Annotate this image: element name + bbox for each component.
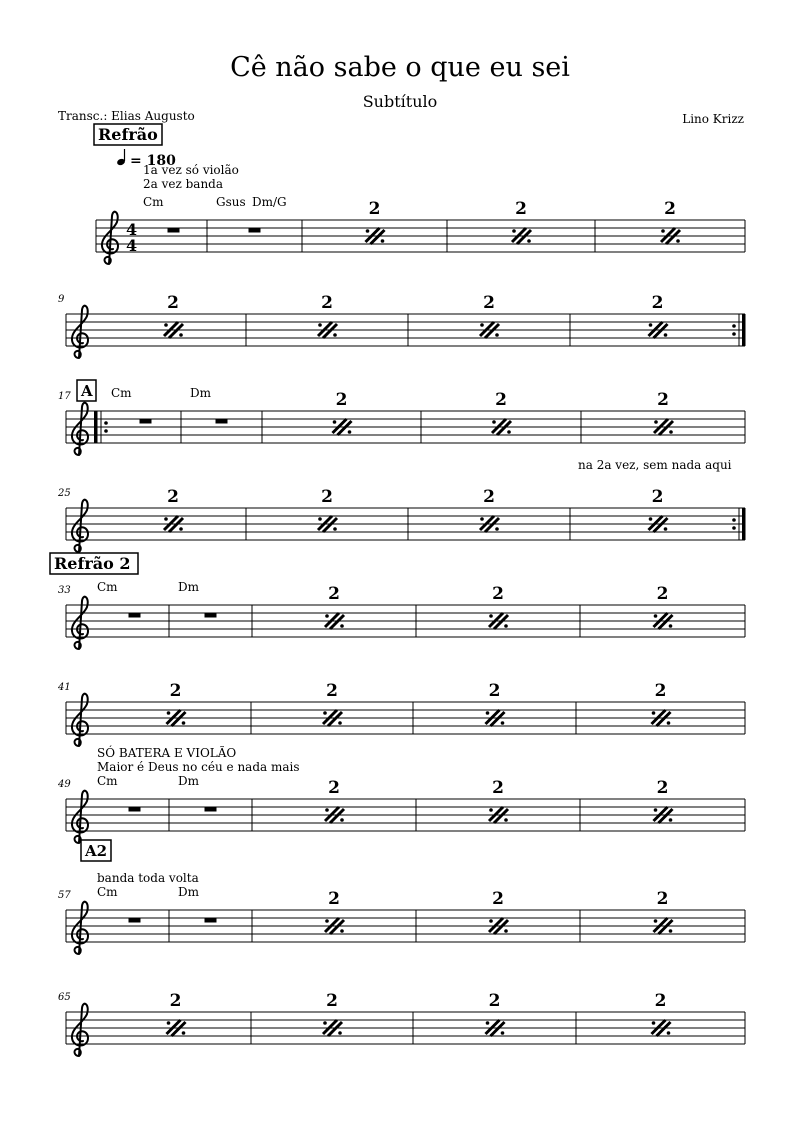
repeat-dot-icon [340,929,344,933]
repeat-dot-icon [667,721,671,725]
repeat-count-label: 2 [654,681,667,701]
chord-symbol: Cm [97,774,118,788]
staff-system [57,744,745,843]
repeat-dot-icon [527,239,531,243]
transcriber-credit: Transc.: Elias Augusto [58,109,195,123]
whole-rest-icon [249,228,261,233]
repeat-dot-icon [338,721,342,725]
measure-number: 33 [58,585,71,596]
performance-direction: 2a vez banda [143,177,224,191]
repeat-dot-icon [669,430,673,434]
repeat-count-label: 2 [651,293,664,313]
end-repeat-thick-bar [742,314,746,346]
repeat-count-label: 2 [326,991,338,1011]
repeat-count-label: 2 [664,199,676,219]
repeat-dot-icon [104,421,108,425]
repeat-dot-icon [732,518,736,522]
repeat-dot-icon [164,517,168,521]
repeat-count-label: 2 [488,991,501,1011]
repeat-count-label: 2 [368,199,381,219]
repeat-dot-icon [179,527,183,531]
repeat-dot-icon [167,1021,171,1025]
staff-system [58,840,745,954]
staff-system [58,380,745,472]
repeat-dot-icon [661,229,665,233]
repeat-dot-icon [333,333,337,337]
repeat-dot-icon [318,323,322,327]
repeat-dot-icon [486,711,490,715]
repeat-dot-icon [325,919,329,923]
repeat-count-label: 2 [656,778,669,798]
whole-rest-icon [129,613,141,618]
repeat-dot-icon [649,323,653,327]
repeat-count-label: 2 [483,487,495,507]
repeat-count-label: 2 [495,390,507,410]
staff-system [58,991,745,1056]
repeat-dot-icon [323,711,327,715]
repeat-dot-icon [340,624,344,628]
repeat-dot-icon [501,1031,505,1035]
measure-number: 49 [58,779,71,790]
repeat-dot-icon [507,430,511,434]
whole-rest-icon [205,918,217,923]
repeat-dot-icon [489,919,493,923]
measure-number: 9 [58,294,65,305]
start-repeat-thick-bar [94,411,98,443]
chord-symbol: Dm [178,774,199,788]
repeat-count-label: 2 [654,991,667,1011]
repeat-dot-icon [495,527,499,531]
repeat-dot-icon [348,430,352,434]
repeat-dot-icon [732,526,736,530]
repeat-dot-icon [652,1021,656,1025]
whole-rest-icon [129,918,141,923]
repeat-dot-icon [664,527,668,531]
measure-number: 17 [58,391,71,402]
repeat-dot-icon [333,527,337,531]
repeat-dot-icon [325,614,329,618]
whole-rest-icon [140,419,152,424]
repeat-count-label: 2 [169,681,182,701]
repeat-dot-icon [512,229,516,233]
repeat-dot-icon [649,517,653,521]
whole-rest-icon [216,419,228,424]
measure-number: 25 [58,488,71,499]
staff-system [57,487,746,552]
repeat-dot-icon [664,333,668,337]
measure-number: 41 [58,682,71,693]
rehearsal-mark-label: A [81,382,93,400]
repeat-count-label: 2 [656,889,669,909]
chord-symbol: Dm [178,885,199,899]
repeat-dot-icon [318,517,322,521]
performance-direction: SÓ BATERA E VIOLÃO [97,746,237,760]
repeat-dot-icon [504,624,508,628]
repeat-dot-icon [480,323,484,327]
repeat-count-label: 2 [167,293,179,313]
repeat-count-label: 2 [328,584,340,604]
tempo-marking: = 180 [130,153,176,169]
repeat-dot-icon [366,229,370,233]
staff-system [57,681,745,746]
repeat-dot-icon [495,333,499,337]
repeat-count-label: 2 [656,584,669,604]
chord-symbol: Cm [97,885,118,899]
repeat-count-label: 2 [321,487,333,507]
repeat-dot-icon [732,332,736,336]
repeat-dot-icon [486,1021,490,1025]
whole-rest-icon [205,613,217,618]
repeat-count-label: 2 [657,390,669,410]
repeat-count-label: 2 [492,889,504,909]
repeat-dot-icon [182,721,186,725]
whole-rest-icon [129,807,141,812]
repeat-dot-icon [492,420,496,424]
repeat-dot-icon [104,429,108,433]
repeat-dot-icon [489,614,493,618]
repeat-count-label: 2 [321,293,333,313]
repeat-dot-icon [501,721,505,725]
repeat-dot-icon [667,1031,671,1035]
repeat-count-label: 2 [515,199,527,219]
repeat-dot-icon [732,324,736,328]
performance-direction: banda toda volta [97,871,199,885]
repeat-dot-icon [167,711,171,715]
chord-symbol: Cm [111,386,132,400]
whole-rest-icon [168,228,180,233]
repeat-dot-icon [179,333,183,337]
score-subtitle: Subtítulo [362,92,438,111]
repeat-dot-icon [480,517,484,521]
repeat-dot-icon [340,818,344,822]
whole-rest-icon [205,807,217,812]
repeat-dot-icon [504,818,508,822]
repeat-dot-icon [182,1031,186,1035]
repeat-dot-icon [654,808,658,812]
repeat-dot-icon [669,624,673,628]
chord-symbol: Cm [143,195,164,209]
repeat-dot-icon [323,1021,327,1025]
repeat-dot-icon [669,929,673,933]
repeat-count-label: 2 [328,778,340,798]
repeat-dot-icon [381,239,385,243]
measure-number: 65 [58,992,71,1003]
score-title: Cê não sabe o que eu sei [230,52,570,83]
repeat-dot-icon [676,239,680,243]
repeat-count-label: 2 [492,778,504,798]
time-signature-bottom: 4 [126,236,138,255]
performance-direction: Maior é Deus no céu e nada mais [97,760,300,774]
performance-direction: 1a vez só violão [143,163,239,177]
repeat-count-label: 2 [483,293,495,313]
chord-symbol: Cm [97,580,118,594]
performance-direction-below: na 2a vez, sem nada aqui [578,458,732,472]
repeat-count-label: 2 [492,584,504,604]
rehearsal-mark-label: Refrão 2 [54,554,131,573]
repeat-dot-icon [333,420,337,424]
repeat-count-label: 2 [328,889,340,909]
end-repeat-thick-bar [742,508,746,540]
repeat-dot-icon [652,711,656,715]
chord-symbol: Dm/G [252,195,287,209]
repeat-count-label: 2 [335,390,348,410]
staff-system [50,553,745,649]
repeat-dot-icon [164,323,168,327]
repeat-count-label: 2 [169,991,182,1011]
composer-credit: Lino Krizz [682,112,744,126]
repeat-dot-icon [669,818,673,822]
repeat-dot-icon [504,929,508,933]
chord-symbol: Gsus [216,195,246,209]
measure-number: 57 [58,890,71,901]
repeat-dot-icon [325,808,329,812]
time-signature-top: 4 [126,220,138,239]
repeat-dot-icon [654,614,658,618]
repeat-dot-icon [654,919,658,923]
chord-symbol: Dm [178,580,199,594]
chord-symbol: Dm [190,386,211,400]
repeat-count-label: 2 [651,487,664,507]
repeat-dot-icon [654,420,658,424]
repeat-dot-icon [338,1031,342,1035]
staff-system [94,124,745,264]
repeat-dot-icon [489,808,493,812]
repeat-count-label: 2 [488,681,501,701]
rehearsal-mark-label: Refrão [98,125,158,144]
repeat-count-label: 2 [167,487,179,507]
rehearsal-mark-label: A2 [85,842,108,860]
staff-system [58,293,746,358]
repeat-count-label: 2 [326,681,338,701]
